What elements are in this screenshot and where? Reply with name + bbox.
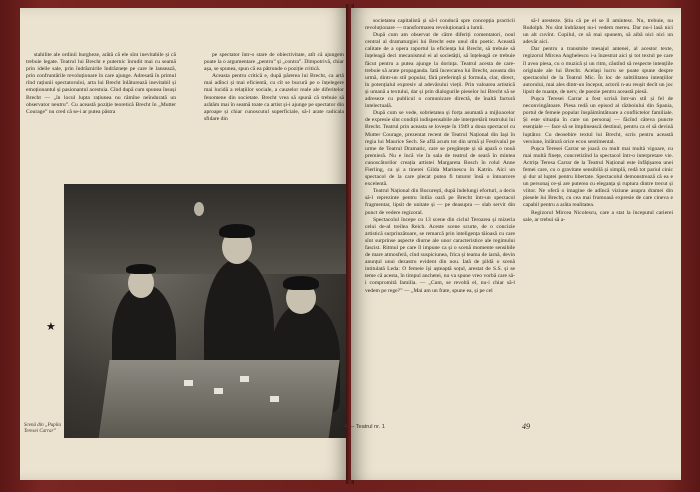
card	[240, 376, 249, 382]
right-column-1	[365, 18, 515, 428]
paragraph: Regizorul Mircea Nicolescu, care a stat la începutul carierei sale, ar trebui să a-	[523, 209, 673, 223]
paragraph: Teatrul Național din București, după îndelungi eforturi, a decis să-l reprezinte pentru întîia oară pe Brecht într-un spectacol fragmentar, lipsit de unitate și — pe deasupra — slab servit din punct de vedere regizoral.	[365, 188, 515, 216]
running-footer: 4 — Teatrul nr. 1	[344, 424, 385, 430]
paragraph: Pușca Teresei Carrar a fost scrisă într-un stil și fel de neconvingătoare. Piesa redă un episod al războiului din Spania, portul de femeie popular înspăimîntătoare a conflictelor familiale. Și este situația în care un personaj — făcînd câteva puncte esențiale — face să se împlinească destinul, pentru ca el să devină luptător. Cu deosebire textul lui Brecht, scris pentru această versiune, înlătură orice ecou sentimental.	[523, 96, 673, 145]
paragraph: societatea capitalistă și să-l conducă spre concepția practicii revoluționare — transformarea revoluționară a lumii.	[365, 18, 515, 32]
table	[98, 360, 339, 438]
photo-caption: Scenă din „Pupila Teresei Carrar”	[24, 423, 61, 435]
paragraph: pe spectator într-o stare de obiectivitate, atît că ajungem poate la o argumentare „pentru” și „contra”. Dimpotrivă, chiar așa, se spunea, spun că ea pătrunde o poziție critică.	[204, 52, 344, 73]
paragraph: După cum se vede, sobrietatea și forța asumată a mijloacelor de expresie sînt condiții indispensabile ale interpretării teatrului lui Brecht. Teatrul prin aceasta se lovește în 1949 a doua spectacol cu Mutter Courage, prezentat recent de Teatrul Național din Iași în regia lui Maurice Sech. Se află acum tot din urmă și Festivalul pe urme de Teatrul Dramatic, care se pregătește și să apară o nouă premieră. Nu e încă vie în sala de teatrul de seară în mintea cunoscătorilor creația artistei Margareta Bosch în rolul Anne Fierling, ca și a tinerei Gilda Marinescu în Katrin. Aici un spectacol de la care plecat putea fi tuturor însă o întoarcere excelentă.	[365, 110, 515, 188]
photo-background	[64, 184, 348, 274]
paragraph: Aceasta pentru critică e, după părerea lui Brecht, ca artă mai adînci și mai eficientă, cu cît se bucură pe o înțelegere mai lucidă a relațiilor sociale, a cauzelor reale ale diferitelor fenomene din societate. Brecht vrea să spună că trebuie să arătăm mai în seamă toate ca artist și-i ajunge pe spectator din aproape și chiar cunoscutul superficiale, să-l arate radicala sfidare din	[204, 73, 344, 122]
stage-photo	[64, 184, 348, 438]
right-column-2	[523, 18, 673, 428]
paragraph: Spectacolul începe cu 13 scene din ciclul Teroarea și mizeria celui de-al treilea Reich. Aceste scene scurte, de o concizie artistică surprinzătoare, se remarcă prin inteligența tăioasă cu care sînt surprinse aspecte diurne ale unor caracteristice ale regimului fascist. Ritmul pe care îl impune ca și o scenă momente sensibile de mare atmosferă, cînd suspiciunea, frica și teama de iarnă, devin anunțul unui dezastru evident din nou. Iată de pildă o scenă intitulată Leda: O femeie își așteaptă soțul, arestat de S.S. și se teme că acesta, în timpul anchetei, nu va spune vreo vorbă care să-i compromită familia. — „Cum, se revoltă el, nu-i chiar să-l vedem pe rege?” — „Mai am un frate, spune ea, și pe cel	[365, 216, 515, 294]
paragraph: stabilite ale ordinii burgheze, arătă că ele sînt inevitabile și că trebuie legate. Teatrul lui Brecht e puternic înrudit mai cu seamă prin ideile sale, prin îndrăznirile îndrăznețe pe care le lansează, prin confruntările revoluționare în care ajunge. Adresată în primul rînd rațiunii spectatorului, arta lui Brecht înlăturează inevitabil și emoționantul și pasionantul acestuia. Cînd după cum spunea însuși Brecht — „în locul lupta rațiunea nu rămîne neîndurată un observator neutru”. Cu această poziție teoretică Brecht în „Mutter Courage” nu cred că se-i ar putea păstra	[26, 52, 176, 115]
hair-right	[283, 276, 319, 290]
paragraph: Pușca Teresei Carrar se joacă cu mult mai multă vigoare, cu mai multă finețe, concretizînd la spectacol într-o interpretare vie. Actrița Teresa Carrar de la Teatrul Național este înfățișarea unei femei care, cu o gravitate sensibilă și simplă, redă tot pariul cinic și dur al luptei pentru libertate. Spectacolul demonstrează că ea e un personaj ce-și are puterea cu eleganța și ruptura dintre trecut și viitor. Ne oferă o imagine de adîncă viziune asupra dramei din piesele lui Brecht, cu cea mai frumoasă expresie de care cineva e capabil pentru a arăta realitatea.	[523, 145, 673, 209]
paragraph: Dar pentru a transmite mesajul antenei, al acestor texte, regizorul Mircea Anghelescu i-a înzestrat aici și tot textul pe care îl avea piesa, cu o muzică și un ritm, căutînd să respecte intențiile originale ale lui Brecht. Același lucru se poate spune despre spectacolul de la Teatrul Mic. În loc de subtilitatea intențiilor autorului, mai ales dintr-un început, actorii n-au reușit decît un joc lipsit de nuanțe, de nerv, de poezie pentru această piesă.	[523, 46, 673, 95]
right-page	[351, 8, 681, 480]
page-number: 49	[522, 422, 530, 431]
left-page	[20, 8, 348, 480]
left-top-column-2	[204, 52, 344, 152]
hair-left	[126, 264, 156, 274]
paragraph: După cum am observat de către diferiți comentatori, noul central al dramaturgiei lui Brecht este unul din poetic. Această calitate de a opera raportul la eficiența lui Brecht, să trebuie să înțeleagă deci mecanismul ei al societății, să înțeleagă ce trebuie făcut pentru a putea ajunge la dorința. Teatrul acesta de care-trebuie să arate propaganda. Iată încercarea lui Brecht, aceasta din urmă, dintr-un stil popular, fără preferință și formula, clar, direct, în potențialul expresiv al adevărului vieții. Prin valoarea artistică și umană a textului, dar și prin dialogurile pieselor lui Brecht să se adreseze cu publicul o comunicare directă, de înaltă factură intelectuală.	[365, 32, 515, 110]
card	[214, 388, 223, 394]
card	[184, 380, 193, 386]
lamp-light	[194, 202, 204, 216]
star-mark: ★	[46, 321, 56, 333]
left-top-column-1	[26, 52, 176, 152]
hair-center	[219, 224, 255, 238]
paragraph: să-l aresteze. Știu că pe el se îl amintesc. Nu, trebuie, nu Rudolph. Nu sînt îndrăzneț nu-i vedem mereu. Dar nu-i lasă nici un alt cuvînt. Copilul, ce să mai spunem, să aibă nici nici un adevăr aici.	[523, 18, 673, 46]
card	[270, 396, 279, 402]
